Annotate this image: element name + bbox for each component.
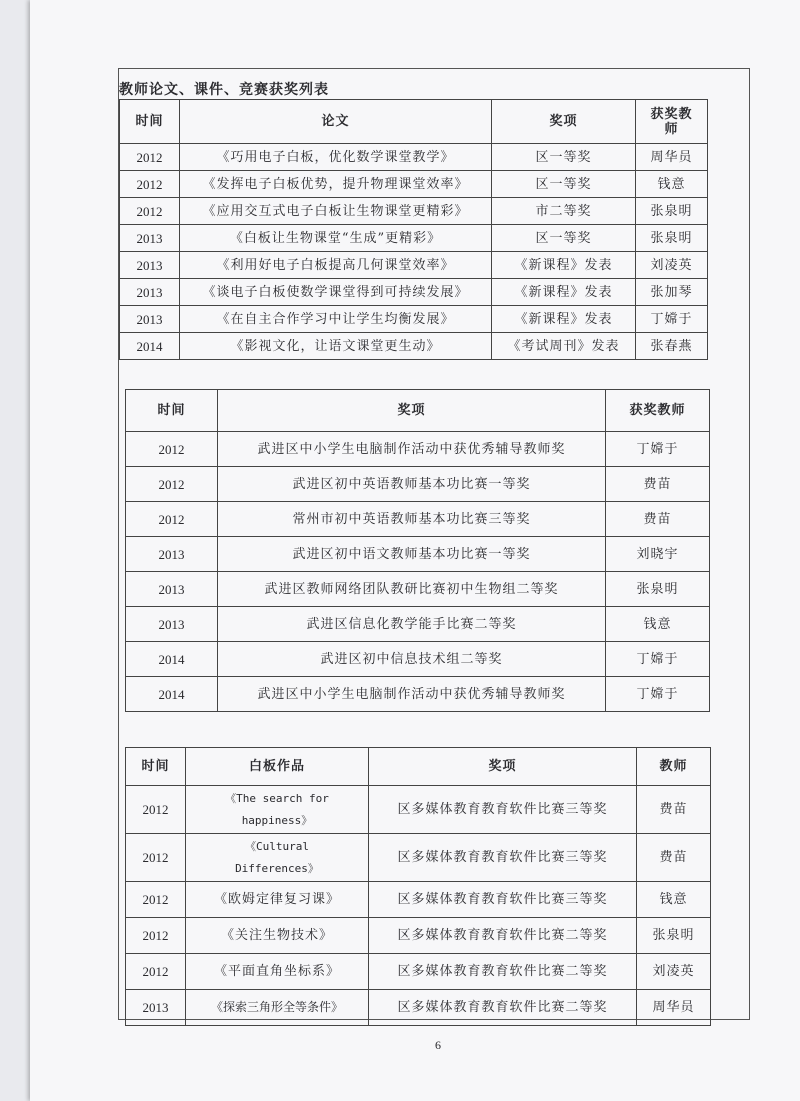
cell-title: 《应用交互式电子白板让生物课堂更精彩》 [180,198,492,225]
cell-year: 2013 [120,279,180,306]
cell-year: 2012 [126,467,218,502]
cell-year: 2013 [126,990,186,1026]
cell-teacher: 钱意 [636,171,708,198]
cell-teacher: 丁嫦于 [636,306,708,333]
cell-award: 武进区初中语文教师基本功比赛一等奖 [218,537,606,572]
cell-award: 区多媒体教育教育软件比赛三等奖 [369,882,637,918]
table-row [126,537,710,572]
table-header-row [126,748,711,786]
page-number: 6 [435,1038,441,1052]
cell-award: 武进区初中英语教师基本功比赛一等奖 [218,467,606,502]
cell-title: 《在自主合作学习中让学生均衡发展》 [180,306,492,333]
table-row [126,990,711,1026]
cell-year: 2013 [126,572,218,607]
cell-teacher: 钱意 [637,882,711,918]
table-row [126,432,710,467]
table-row [126,918,711,954]
cell-work: 《探索三角形全等条件》 [186,990,369,1026]
table-row [126,954,711,990]
cell-award: 武进区信息化教学能手比赛二等奖 [218,607,606,642]
cell-teacher: 丁嫦于 [606,432,710,467]
cell-year: 2014 [126,677,218,712]
table-row [126,607,710,642]
cell-teacher: 张春燕 [636,333,708,360]
content-frame [118,68,750,1020]
cell-award: 常州市初中英语教师基本功比赛三等奖 [218,502,606,537]
cell-award: 区一等奖 [492,171,636,198]
cell-award: 区多媒体教育教育软件比赛二等奖 [369,954,637,990]
cell-award: 区一等奖 [492,225,636,252]
cell-teacher: 费苗 [637,834,711,882]
cell-teacher: 费苗 [637,786,711,834]
cell-teacher: 刘凌英 [636,252,708,279]
cell-year: 2012 [126,432,218,467]
table-row [120,306,708,333]
header-award: 奖项 [492,100,636,144]
cell-year: 2012 [126,918,186,954]
cell-year: 2013 [126,537,218,572]
cell-teacher: 周华员 [636,144,708,171]
whiteboard-works-table [125,747,711,1026]
cell-teacher: 钱意 [606,607,710,642]
cell-work: 《欧姆定律复习课》 [186,882,369,918]
cell-award: 《新课程》发表 [492,279,636,306]
page-caption: 教师论文、课件、竞赛获奖列表 [119,82,329,98]
cell-year: 2012 [120,171,180,198]
cell-year: 2012 [126,834,186,882]
table-header-row [126,390,710,432]
cell-title: 《发挥电子白板优势，提升物理课堂效率》 [180,171,492,198]
table-row [126,786,711,834]
cell-award: 区多媒体教育教育软件比赛三等奖 [369,834,637,882]
cell-teacher: 刘晓宇 [606,537,710,572]
table-row [120,198,708,225]
table-row [120,144,708,171]
cell-title: 《利用好电子白板提高几何课堂效率》 [180,252,492,279]
cell-year: 2013 [120,252,180,279]
header-award: 奖项 [369,748,637,786]
cell-teacher: 丁嫦于 [606,642,710,677]
cell-year: 2013 [120,306,180,333]
cell-work [186,834,369,882]
header-award: 奖项 [218,390,606,432]
cell-work-line: 《Cultural [245,839,309,853]
cell-year: 2014 [126,642,218,677]
cell-year: 2012 [120,198,180,225]
cell-title: 《巧用电子白板，优化数学课堂教学》 [180,144,492,171]
table-row [120,333,708,360]
cell-year: 2013 [120,225,180,252]
table-header-row [120,100,708,144]
cell-year: 2012 [120,144,180,171]
header-time: 时间 [120,100,180,144]
header-teacher: 获奖教师 [636,100,708,144]
cell-teacher: 周华员 [637,990,711,1026]
cell-teacher: 费苗 [606,467,710,502]
header-paper: 论文 [180,100,492,144]
cell-year: 2013 [126,607,218,642]
cell-teacher: 张泉明 [606,572,710,607]
cell-work-line: happiness》 [241,813,313,827]
table-row [126,572,710,607]
table-row [126,467,710,502]
cell-title: 《影视文化，让语文课堂更生动》 [180,333,492,360]
cell-title: 《白板让生物课堂“生成”更精彩》 [180,225,492,252]
cell-work-line: 《The search for [225,791,329,805]
table-row [120,252,708,279]
cell-award: 区一等奖 [492,144,636,171]
cell-award: 区多媒体教育教育软件比赛三等奖 [369,786,637,834]
cell-year: 2012 [126,786,186,834]
cell-award: 武进区中小学生电脑制作活动中获优秀辅导教师奖 [218,677,606,712]
cell-award: 武进区中小学生电脑制作活动中获优秀辅导教师奖 [218,432,606,467]
cell-year: 2012 [126,882,186,918]
cell-award: 武进区初中信息技术组二等奖 [218,642,606,677]
header-teacher: 获奖教师 [606,390,710,432]
table-row [120,171,708,198]
cell-teacher: 丁嫦于 [606,677,710,712]
cell-award: 《新课程》发表 [492,306,636,333]
cell-award: 区多媒体教育教育软件比赛二等奖 [369,918,637,954]
cell-year: 2014 [120,333,180,360]
cell-teacher: 张泉明 [637,918,711,954]
table-row [126,834,711,882]
header-time: 时间 [126,390,218,432]
table-row [120,279,708,306]
cell-title: 《谈电子白板使数学课堂得到可持续发展》 [180,279,492,306]
cell-year: 2012 [126,502,218,537]
competition-awards-table [125,389,710,712]
cell-teacher: 费苗 [606,502,710,537]
cell-award: 市二等奖 [492,198,636,225]
cell-award: 区多媒体教育教育软件比赛二等奖 [369,990,637,1026]
header-work: 白板作品 [186,748,369,786]
cell-year: 2012 [126,954,186,990]
cell-teacher: 张泉明 [636,225,708,252]
cell-work: 《关注生物技术》 [186,918,369,954]
document-page [30,0,800,1101]
cell-work [186,786,369,834]
cell-award: 武进区教师网络团队教研比赛初中生物组二等奖 [218,572,606,607]
cell-work-line: Differences》 [235,861,319,875]
table-row [126,642,710,677]
cell-work: 《平面直角坐标系》 [186,954,369,990]
cell-award: 《新课程》发表 [492,252,636,279]
table-row [120,225,708,252]
cell-award: 《考试周刊》发表 [492,333,636,360]
cell-teacher: 张泉明 [636,198,708,225]
table-row [126,677,710,712]
table-row [126,882,711,918]
header-teacher: 教师 [637,748,711,786]
header-time: 时间 [126,748,186,786]
cell-teacher: 张加琴 [636,279,708,306]
paper-awards-table [119,99,708,360]
cell-teacher: 刘凌英 [637,954,711,990]
table-row [126,502,710,537]
